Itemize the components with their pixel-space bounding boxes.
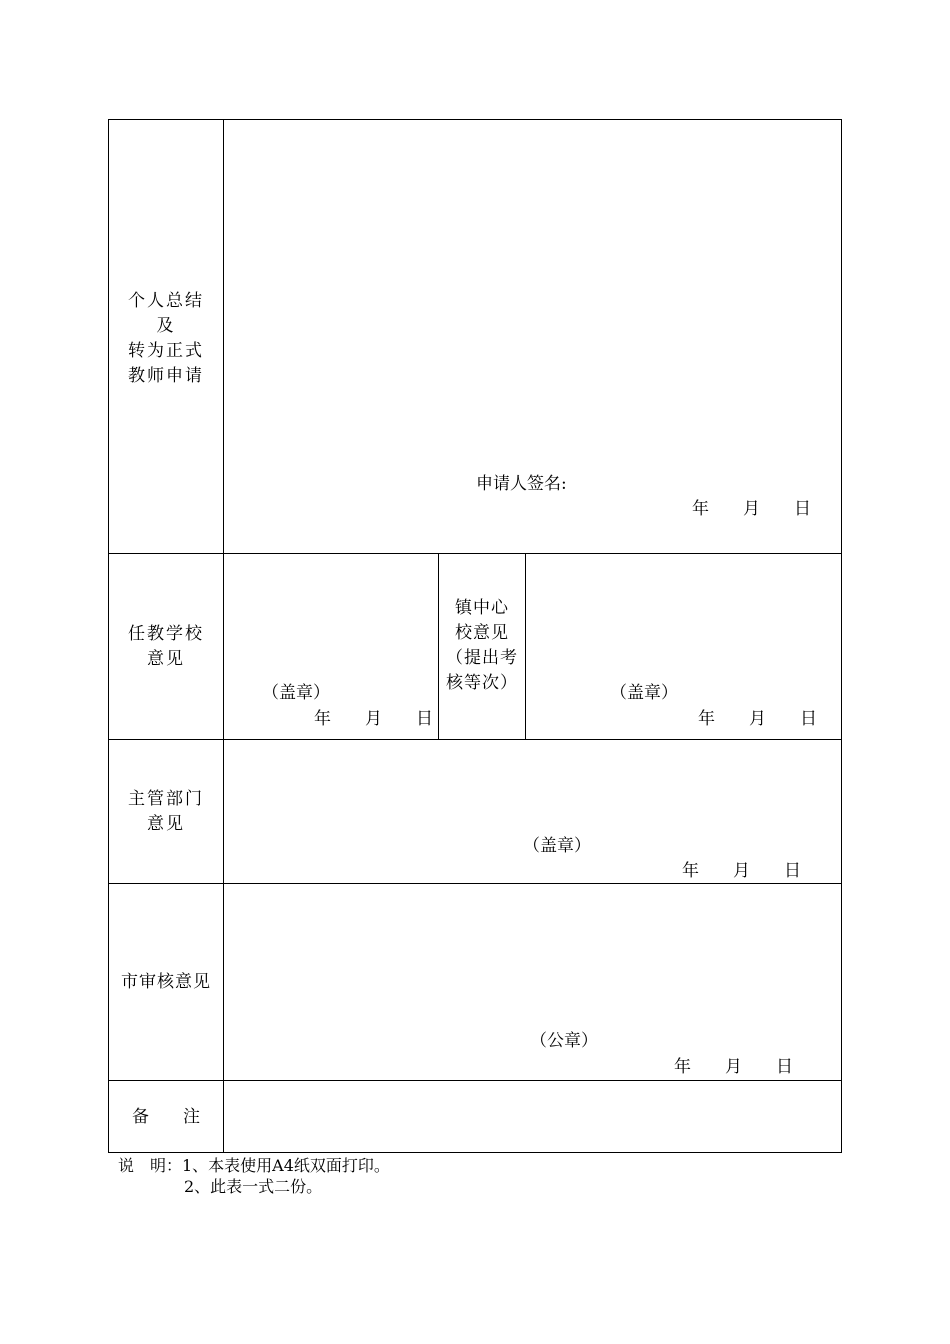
school-opinion-label (109, 622, 223, 672)
summary-date: 年 月 日 (692, 499, 811, 519)
table-right-border (841, 119, 842, 1153)
school-opinion-label-line-1: 任教学校 (128, 624, 204, 644)
center-school-label-line-4: 核等次） (446, 673, 518, 693)
center-school-label-line-2: 校意见 (455, 623, 509, 643)
department-date: 年 月 日 (682, 861, 801, 881)
department-seal: （盖章） (523, 836, 591, 856)
center-school-seal: （盖章） (610, 683, 678, 703)
summary-label (109, 289, 223, 389)
notes-line-1: 说 明：1、本表使用A4纸双面打印。 (118, 1156, 390, 1175)
remarks-label: 备 注 (132, 1107, 200, 1127)
summary-label-line-4: 教师申请 (128, 366, 204, 386)
department-opinion-label-line-2: 意见 (147, 814, 185, 834)
city-review-label: 市审核意见 (121, 972, 211, 992)
summary-label-line-3: 转为正式 (128, 341, 204, 361)
table-bottom-border (108, 1152, 842, 1153)
department-opinion-label-line-1: 主管部门 (128, 789, 204, 809)
school-date: 年 月 日 (314, 709, 433, 729)
applicant-signature-label: 申请人签名: (476, 474, 567, 494)
center-school-label (439, 596, 525, 696)
summary-label-line-2: 及 (156, 316, 176, 336)
city-review-seal: （公章） (530, 1031, 598, 1051)
school-opinion-label-line-2: 意见 (147, 649, 185, 669)
summary-label-line-1: 个人总结 (128, 291, 204, 311)
city-review-date: 年 月 日 (674, 1057, 793, 1077)
school-seal: （盖章） (262, 683, 330, 703)
center-school-label-line-1: 镇中心 (455, 598, 509, 618)
department-opinion-label (109, 787, 223, 837)
notes-line-2: 2、此表一式二份。 (184, 1177, 323, 1196)
center-school-label-line-3: （提出考 (446, 648, 518, 668)
center-school-date: 年 月 日 (698, 709, 817, 729)
remarks-content-area[interactable] (224, 1081, 841, 1152)
